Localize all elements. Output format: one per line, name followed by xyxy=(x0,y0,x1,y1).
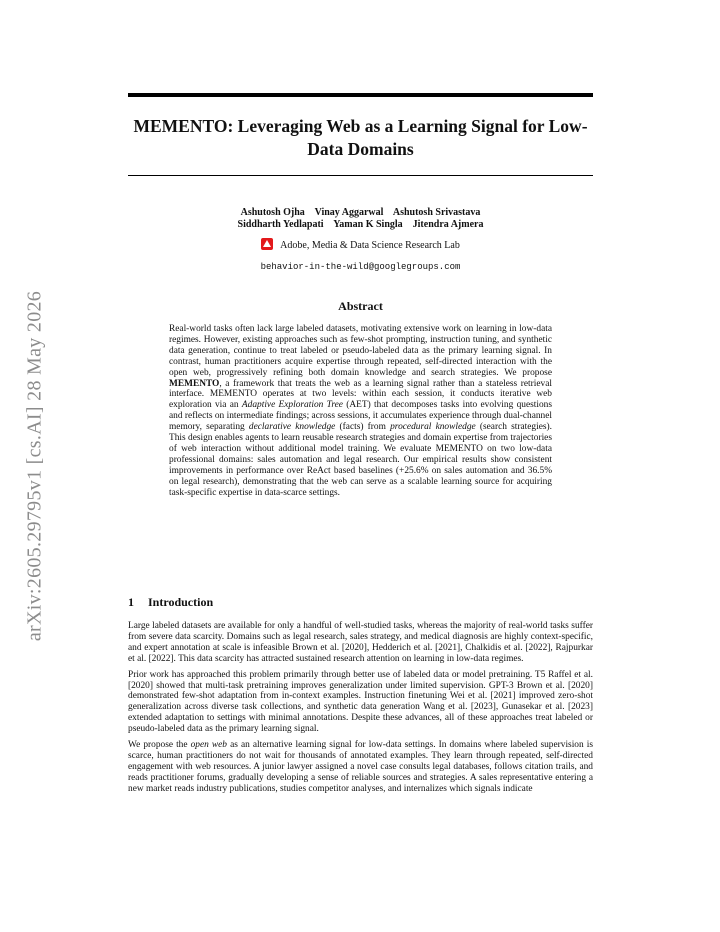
abstract-declarative-term: declarative knowledge xyxy=(248,422,336,433)
arxiv-identifier-stamp xyxy=(18,258,52,674)
intro-paragraph-1: Large labeled datasets are available for only a handful of well-studied tasks, whereas the majority of real-world tasks suffer from severe data scarcity. Domains such as legal research, sales strategy, and medical diagnosis are highly context-specific, and expert annotation at scale is infeasible Brown et al. [2020], Hedderich et al. [2021], Chalkidis et al. [2022], Rajpurkar et al. [2022]. This data scarcity has attracted sustained research attention on learning in low-data regimes. xyxy=(128,621,593,664)
contact-email[interactable]: behavior-in-the-wild@googlegroups.com xyxy=(260,262,461,272)
abstract-heading: Abstract xyxy=(338,299,383,313)
adobe-logo-icon xyxy=(261,238,273,250)
author-line-2: Siddharth Yedlapati Yaman K Singla Jitendra Ajmera xyxy=(237,219,484,230)
title-top-rule xyxy=(128,93,593,97)
paper-title: MEMENTO: Leveraging Web as a Learning Signal for Low-Data Domains xyxy=(133,116,588,159)
introduction-body xyxy=(128,621,593,800)
affiliation-text: Adobe, Media & Data Science Research Lab xyxy=(280,240,460,251)
abstract-body xyxy=(169,324,552,499)
intro-paragraph-3 xyxy=(128,740,593,795)
abstract-procedural-term: procedural knowledge xyxy=(390,422,476,433)
abstract-method-name: MEMENTO xyxy=(169,378,220,389)
title-bottom-rule xyxy=(128,175,593,176)
abstract-text-5: (search strategies). This design enables agents to learn reusable research strategies and domain expertise from trajectories of web interaction without additional model training. We evaluate MEMENTO on two low-data professional domains: sales automation and legal research. Our empirical results show consistent improvements in performance over ReAct based baselines (+25.6% on sales automation and 36.5% on legal research), demonstrating that the web can serve as a scalable learning source for acquiring task-specific expertise in data-scarce settings. xyxy=(169,422,552,498)
intro-paragraph-3-text-a: We propose the xyxy=(128,740,191,751)
section-number: 1 xyxy=(128,595,134,609)
intro-paragraph-2: Prior work has approached this problem primarily through better use of labeled data or model pretraining. T5 Raffel et al. [2020] showed that multi-task pretraining improves generalization under limited supervision. GPT-3 Brown et al. [2020] demonstrated few-shot adaptation from in-context examples. Instruction finetuning Wei et al. [2021] improved zero-shot generalization across diverse task collections, and synthetic data generation Wang et al. [2023], Gunasekar et al. [2023] extended adaptation to settings with minimal annotations. Despite these advances, all of these approaches treat labeled or pseudo-labeled data as the primary learning signal. xyxy=(128,669,593,735)
abstract-text-2: , a framework that treats the web as a learning signal rather than a stateless retrieval interface. MEMENTO operates at two levels: within each session, it conducts iterative web exploration via an xyxy=(169,378,552,411)
intro-paragraph-3-text-b: as an alternative learning signal for low-data settings. In domains where labeled supervision is scarce, human practitioners do not wait for thousands of annotated examples. They learn through repeated, self-directed engagement with web resources. A junior lawyer assigned a novel case consults legal databases, follows citation trails, and reads practitioner forums, gradually developing a sense of reliable sources and strategies. A sales representative entering a new market reads industry publications, studies competitor analyses, and internalizes which signals indicate xyxy=(128,740,593,794)
intro-open-web-term: open web xyxy=(190,740,227,751)
section-title: Introduction xyxy=(148,595,214,609)
section-heading-introduction xyxy=(128,594,593,610)
abstract-text-4: (facts) from xyxy=(335,422,391,433)
author-list xyxy=(128,207,593,231)
arxiv-identifier-text: arXiv:2605.29795v1 [cs.AI] 28 May 2026 xyxy=(23,290,46,642)
author-line-1: Ashutosh Ojha Vinay Aggarwal Ashutosh Srivastava xyxy=(240,207,481,218)
affiliation xyxy=(128,238,593,253)
abstract-text-3: (AET) that decomposes tasks into evolving questions and reflects on intermediate findings; across sessions, it accumulates experience through dual-channel memory, separating xyxy=(169,400,552,433)
abstract-text-1: Real-world tasks often lack large labeled datasets, motivating extensive work on learning in low-data regimes. However, existing approaches such as few-shot prompting, instruction tuning, and synthetic data generation, continue to treat labeled or pseudo-labeled data as the primary learning signal. In contrast, human practitioners acquire expertise through repeated, self-directed interaction with the open web, progressively refining both domain knowledge and search strategies. We propose xyxy=(169,324,552,378)
abstract-aet-term: Adaptive Exploration Tree xyxy=(241,400,343,411)
